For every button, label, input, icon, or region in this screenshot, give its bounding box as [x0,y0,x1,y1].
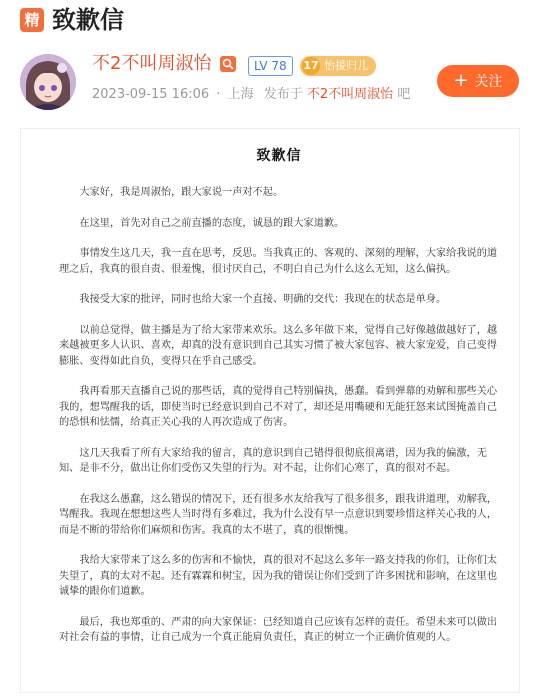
letter-paragraph: 我接受大家的批评，同时也给大家一个直接、明确的交代：我现在的状态是单身。 [79,294,447,305]
letter-image [20,128,520,693]
letter-paragraph: 以前总觉得，做主播是为了给大家带来欢乐。这么多年做下来，觉得自己好像越做越好了，越来越被更多人认识、喜欢，却真的没有意识到自己其实习惯了被大家包容、被大家宠爱，自己变得膨胀、变得如此自负，变得只在乎自己感受。 [59,324,498,367]
level-badge: LV 78 [248,56,293,76]
letter-paragraph: 在我这么愚蠢，这么错误的情况下，还有很多水友给我写了很多很多，跟我讲道理，劝解我，骂醒我。我现在想想这些人当时得有多难过，我为什么没有早一点意识到要珍惜这样关心我的人，而是不断的带给你们麻烦和伤害。我真的太不堪了，真的很惭愧。 [59,493,498,536]
avatar-image-icon [20,54,76,110]
letter-paragraph: 在这里，首先对自己之前直播的态度，诚恳的跟大家道歉。 [79,217,345,229]
author-row [0,46,540,114]
post-header [0,0,540,40]
plus-icon: + [453,70,469,91]
bar-suffix: 吧 [397,87,411,102]
follow-label: 关注 [474,74,503,90]
letter-paragraph: 我再看那天直播自己说的那些话，真的觉得自己特别偏执，愚蠢。看到弹幕的劝解和那些关心我的，想骂醒我的话，即使当时已经意识到自己不对了，却还是用嘴硬和无能狂怒来试图掩盖自己的恐惧和怯懦，给真正关心我的人再次造成了伤害。 [59,386,498,428]
posted-in-label: 发布于 [263,87,303,102]
post-date: 2023-09-15 16:06 [92,87,210,102]
fan-level: 17 [302,57,320,75]
user-tag-icon [220,56,236,72]
bar-name-link[interactable]: 不2不叫周淑怡 [306,87,394,102]
letter-paragraph: 我给大家带来了这么多的伤害和不愉快，真的很对不起这么多年一路支持我的你们，让你们太失望了，真的太对不起。还有霖霖和树宝，因为我的错误让你们受到了许多困扰和影响，在这里也诚挚的跟你们道歉。 [59,555,498,597]
page-title: 致歉信 [52,5,124,34]
avatar[interactable] [20,54,76,110]
letter-title: 致歉信 [256,148,302,164]
letter-paragraph: 事情发生这几天，我一直在思考，反思。当我真正的、客观的、深刻的理解，大家给我说的道理之后，我真的很自责、很羞愧，很讨厌自己，不明白自己为什么这么无知，这么偏执。 [59,248,498,275]
fan-title: 怡援归儿 [324,59,368,72]
author-name[interactable]: 不2不叫周淑怡 [92,53,212,74]
letter-paragraph: 这几天我看了所有大家给我的留言，真的意识到自己错得很彻底很离谱，因为我的偏激，无知、是非不分，做出让你们受伤又失望的行为。对不起，让你们心寒了，真的很对不起。 [59,447,487,474]
featured-badge: 精 [20,8,44,32]
fan-badge [300,56,376,76]
letter-paragraph: 最后，我也郑重的、严肃的向大家保证：已经知道自己应该有怎样的责任。希望未来可以做出对社会有益的事情，让自己成为一个真正能肩负责任，真正的树立一个正确价值观的人。 [59,616,498,643]
letter-paragraph: 大家好，我是周淑怡，跟大家说一声对不起。 [79,187,284,198]
post-location: 上海 [227,87,254,102]
post-meta: 2023-09-15 16:06 · 上海 发布于 不2不叫周淑怡 吧 [92,87,411,102]
follow-button[interactable] [437,65,519,97]
